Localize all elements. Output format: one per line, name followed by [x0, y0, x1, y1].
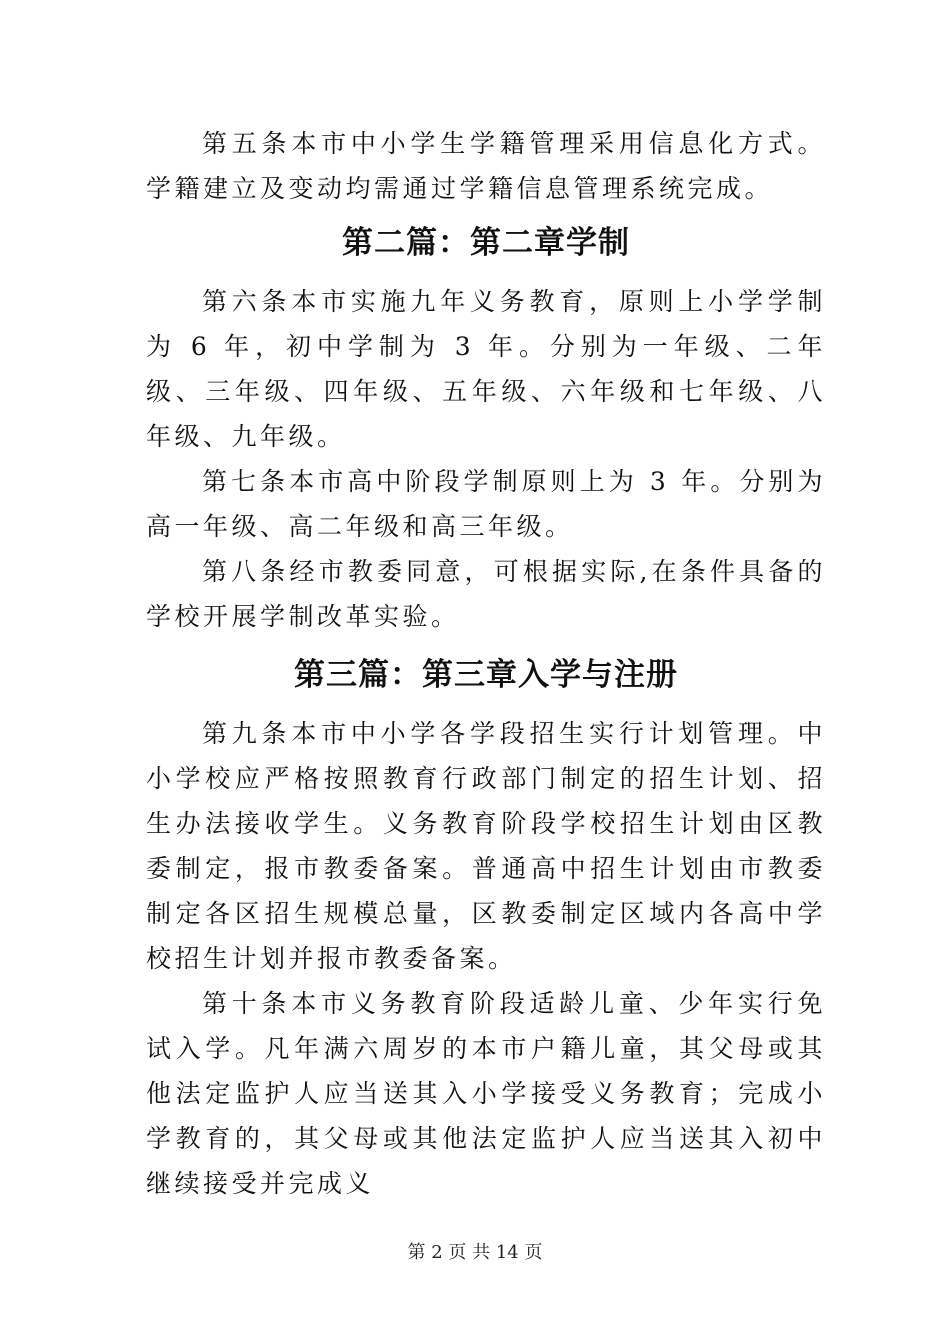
paragraph-article-8: 第八条经市教委同意，可根据实际,在条件具备的学校开展学制改革实验。 [146, 557, 826, 631]
paragraph-article-5: 第五条本市中小学生学籍管理采用信息化方式。学籍建立及变动均需通过学籍信息管理系统完成。 [146, 129, 826, 203]
paragraph-article-7: 第七条本市高中阶段学制原则上为 3 年。分别为高一年级、高二年级和高三年级。 [146, 467, 826, 541]
paragraph-article-10: 第十条本市义务教育阶段适龄儿童、少年实行免试入学。凡年满六周岁的本市户籍儿童，其父母或其他法定监护人应当送其入小学接受义务教育；完成小学教育的，其父母或其他法定监护人应当送其入初中继续接受并完成义 [146, 989, 826, 1198]
paragraph-article-9: 第九条本市中小学各学段招生实行计划管理。中小学校应严格按照教育行政部门制定的招生计划、招生办法接收学生。义务教育阶段学校招生计划由区教委制定，报市教委备案。普通高中招生计划由市教委制定各区招生规模总量，区教委制定区域内各高中学校招生计划并报市教委备案。 [146, 719, 826, 973]
section-heading-chapter-3: 第三篇：第三章入学与注册 [294, 657, 678, 693]
document-body [146, 121, 826, 1206]
page-number-footer: 第 2 页 共 14 页 [407, 1242, 543, 1263]
section-heading-chapter-2: 第二篇：第二章学制 [342, 225, 630, 261]
paragraph-article-6: 第六条本市实施九年义务教育，原则上小学学制为 6 年，初中学制为 3 年。分别为一年级、二年级、三年级、四年级、五年级、六年级和七年级、八年级、九年级。 [146, 287, 826, 451]
